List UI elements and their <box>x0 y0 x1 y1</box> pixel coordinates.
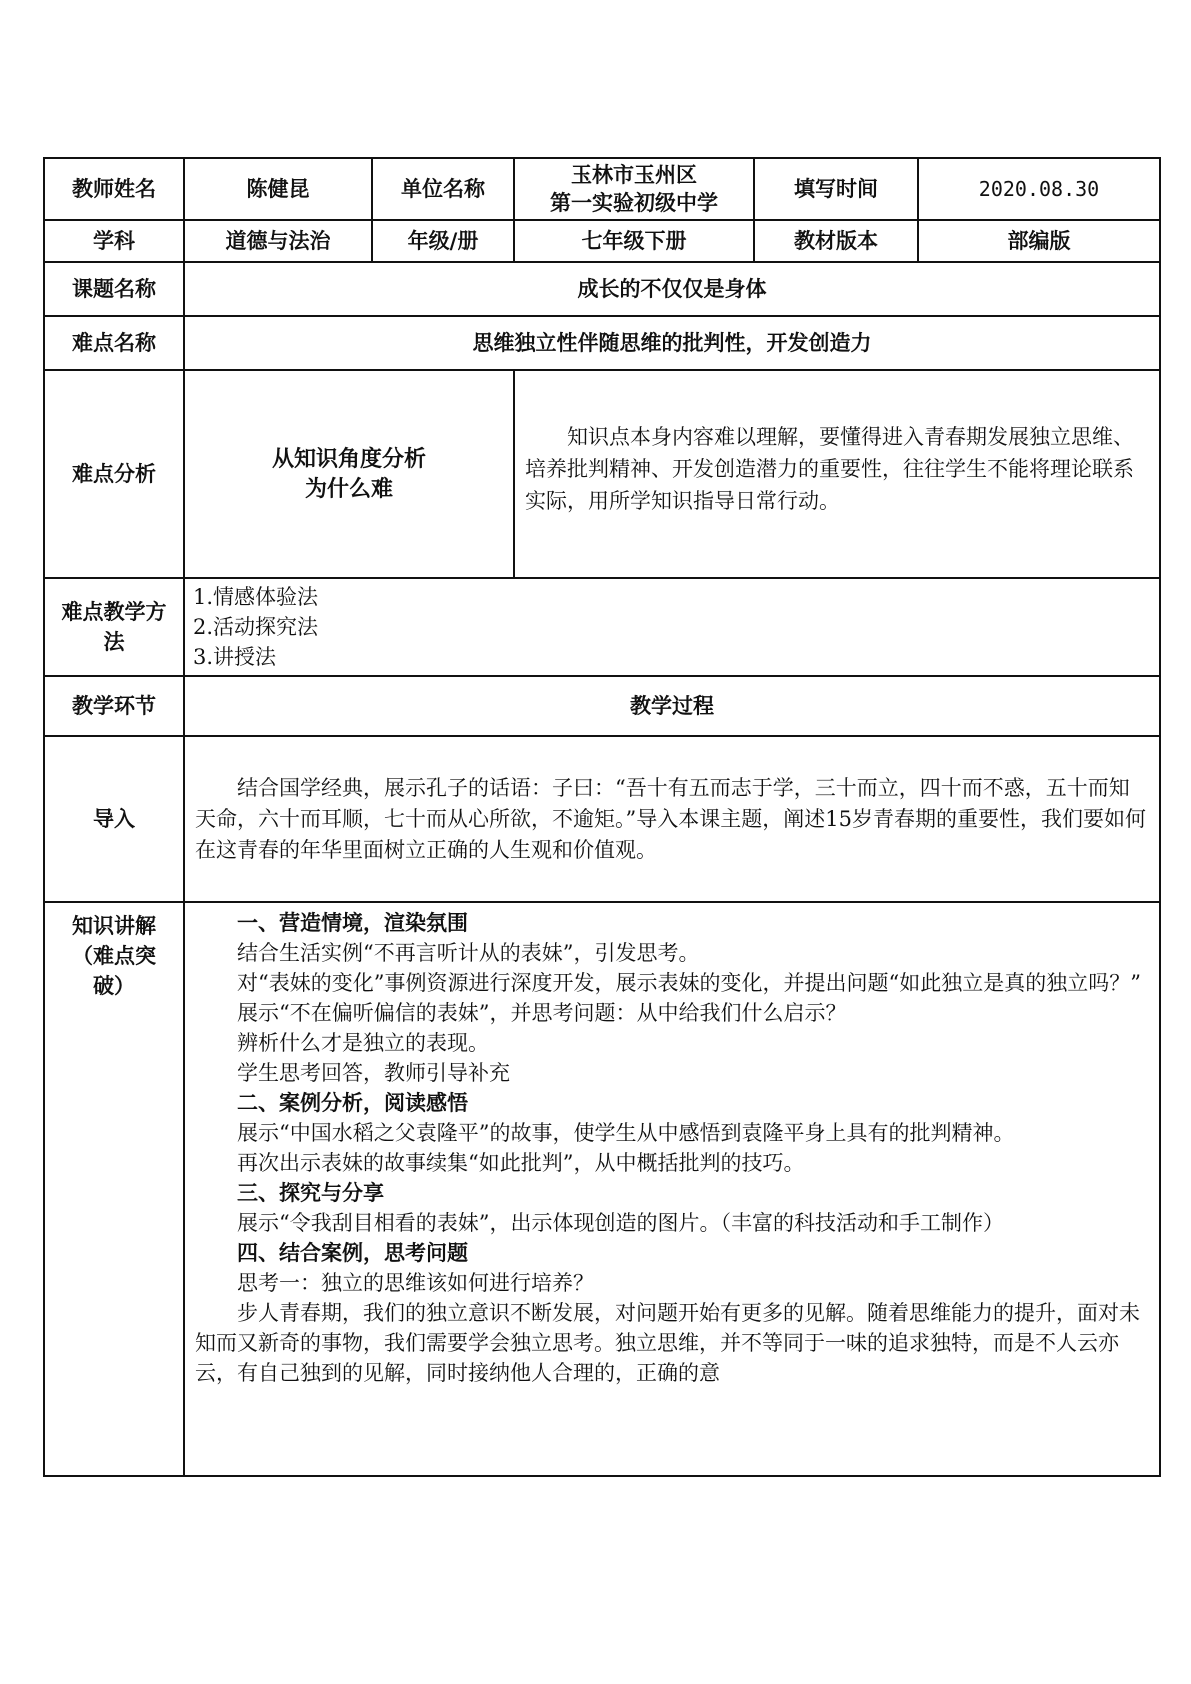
unit-name-label: 单位名称 <box>372 158 514 220</box>
intro-label: 导入 <box>44 736 184 902</box>
topic-label: 课题名称 <box>44 262 184 316</box>
knowledge-section-heading: 二、案例分析，阅读感悟 <box>237 1090 468 1115</box>
knowledge-paragraph: 展示“不在偏听偏信的表妹”，并思考问题：从中给我们什么启示？ <box>237 1001 847 1025</box>
edition-label: 教材版本 <box>754 220 918 262</box>
analysis-label: 难点分析 <box>44 370 184 578</box>
topic-row <box>44 262 1160 316</box>
header-row-2 <box>44 220 1160 262</box>
knowledge-paragraph: 展示“中国水稻之父袁隆平”的故事，使学生从中感悟到袁隆平身上具有的批判精神。 <box>237 1121 1015 1145</box>
teacher-name-label: 教师姓名 <box>44 158 184 220</box>
knowledge-paragraph: 结合生活实例“不再言听计从的表妹”，引发思考。 <box>237 941 700 965</box>
knowledge-section-heading: 一、营造情境，渲染氛围 <box>237 910 468 935</box>
method-item-2: 2.活动探究法 <box>193 615 319 639</box>
analysis-text-cell <box>514 370 1160 578</box>
grade-value: 七年级下册 <box>514 220 754 262</box>
topic-value: 成长的不仅仅是身体 <box>184 262 1160 316</box>
subject-label: 学科 <box>44 220 184 262</box>
knowledge-label-line-3: 破） <box>93 973 135 998</box>
knowledge-paragraph: 展示“令我刮目相看的表妹”，出示体现创造的图片。（丰富的科技活动和手工制作） <box>237 1211 1004 1235</box>
difficulty-value: 思维独立性伴随思维的批判性，开发创造力 <box>184 316 1160 370</box>
difficulty-row <box>44 316 1160 370</box>
analysis-sub-label <box>184 370 514 578</box>
knowledge-content <box>184 902 1160 1476</box>
subject-value: 道德与法治 <box>184 220 372 262</box>
knowledge-paragraph: 学生思考回答，教师引导补充 <box>237 1061 510 1085</box>
stage-label: 教学环节 <box>44 676 184 736</box>
edition-value: 部编版 <box>918 220 1160 262</box>
knowledge-label-line-1: 知识讲解 <box>72 913 156 938</box>
lesson-plan-table <box>43 157 1159 1477</box>
unit-name-line-2: 第一实验初级中学 <box>550 190 718 215</box>
grade-label: 年级/册 <box>372 220 514 262</box>
methods-list <box>184 578 1160 676</box>
knowledge-section-heading: 四、结合案例，思考问题 <box>237 1240 468 1265</box>
process-header-row <box>44 676 1160 736</box>
knowledge-lines <box>195 908 1149 1388</box>
method-item-3: 3.讲授法 <box>193 645 277 669</box>
knowledge-section-heading: 三、探究与分享 <box>237 1180 384 1205</box>
knowledge-row <box>44 902 1160 1476</box>
fill-date-value: 2020.08.30 <box>918 158 1160 220</box>
knowledge-label <box>44 902 184 1476</box>
knowledge-paragraph: 再次出示表妹的故事续集“如此批判”，从中概括批判的技巧。 <box>237 1151 805 1175</box>
header-row-1 <box>44 158 1160 220</box>
form-table <box>43 157 1161 1477</box>
unit-name-line-1: 玉林市玉州区 <box>571 162 697 187</box>
unit-name-value <box>514 158 754 220</box>
knowledge-label-line-2: （难点突 <box>72 943 156 968</box>
knowledge-paragraph: 步人青春期，我们的独立意识不断发展，对问题开始有更多的见解。随着思维能力的提升，面对未知而又新奇的事物，我们需要学会独立思考。独立思维，并不等同于一味的追求独特，而是不人云亦云，有自己独到的见解，同时接纳他人合理的，正确的意 <box>195 1301 1140 1385</box>
teacher-name-value: 陈健昆 <box>184 158 372 220</box>
fill-date-label: 填写时间 <box>754 158 918 220</box>
process-label: 教学过程 <box>184 676 1160 736</box>
knowledge-paragraph: 对“表妹的变化”事例资源进行深度开发，展示表妹的变化，并提出问题“如此独立是真的独立吗？” <box>237 971 1141 995</box>
methods-label: 难点教学方法 <box>44 578 184 676</box>
analysis-text: 知识点本身内容难以理解，要懂得进入青春期发展独立思维、培养批判精神、开发创造潜力的重要性，往往学生不能将理论联系实际，用所学知识指导日常行动。 <box>525 425 1134 513</box>
intro-row <box>44 736 1160 902</box>
knowledge-paragraph: 辨析什么才是独立的表现。 <box>237 1031 489 1055</box>
intro-text: 结合国学经典，展示孔子的话语：子曰：“吾十有五而志于学，三十而立，四十而不惑，五十而知天命，六十而耳顺，七十而从心所欲，不逾矩。”导入本课主题，阐述15岁青春期的重要性，我们要如何在这青春的年华里面树立正确的人生观和价值观。 <box>195 775 1146 862</box>
analysis-sub-label-line-1: 从知识角度分析 <box>271 446 426 472</box>
knowledge-paragraph: 思考一：独立的思维该如何进行培养？ <box>237 1271 594 1295</box>
intro-text-cell <box>184 736 1160 902</box>
analysis-sub-label-line-2: 为什么难 <box>304 476 393 502</box>
methods-row <box>44 578 1160 676</box>
method-item-1: 1.情感体验法 <box>193 585 319 609</box>
difficulty-label: 难点名称 <box>44 316 184 370</box>
analysis-row <box>44 370 1160 578</box>
